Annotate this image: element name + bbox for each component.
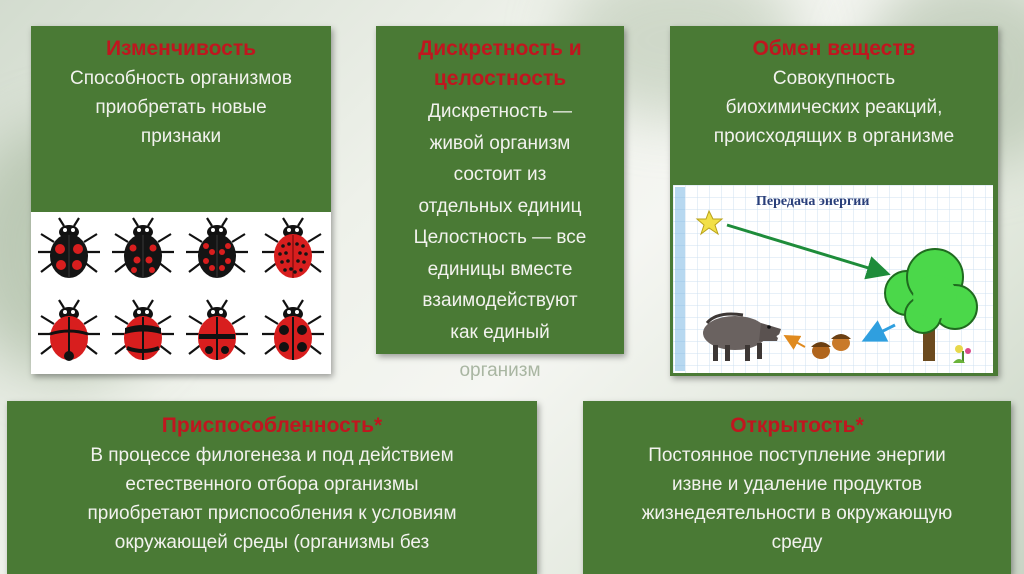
- metabolism-title: Обмен веществ: [752, 37, 916, 60]
- discreteness-text-line: Целостность — все: [413, 227, 587, 248]
- openness-text-line: среду: [771, 532, 823, 553]
- adaptation-title: Приспособленность*: [161, 414, 383, 437]
- ladybug-icon: [38, 300, 100, 361]
- variability-text-line: приобретать новые: [95, 97, 267, 118]
- openness-text-line: Постоянное поступление энергии: [648, 445, 946, 466]
- discreteness-title-line: Дискретность и: [418, 37, 582, 60]
- ladybug-icon: [186, 218, 248, 278]
- ladybug-variants-image: [31, 212, 331, 374]
- metabolism-text-line: происходящих в организме: [713, 126, 955, 147]
- discreteness-text-line: живой организм: [429, 132, 571, 154]
- ladybug-icon: [186, 300, 248, 360]
- adaptation-card: [7, 401, 537, 574]
- ladybug-icon: [262, 218, 324, 278]
- discreteness-title-line: целостность: [433, 67, 567, 90]
- discreteness-text-line: взаимодействуют: [422, 290, 578, 311]
- openness-title: Открытость*: [730, 414, 864, 437]
- variability-text-line: Способность организмов: [70, 68, 292, 89]
- discreteness-text-line: состоит из: [453, 164, 547, 185]
- adaptation-text-line: окружающей среды (организмы без: [114, 532, 430, 553]
- ladybug-grid: [31, 212, 331, 374]
- openness-card: [583, 401, 1011, 574]
- diagram-label: Передача энергии: [756, 194, 870, 209]
- discreteness-text-line: Дискретность —: [428, 101, 572, 122]
- discreteness-overflow-text: организм: [459, 360, 541, 381]
- ladybug-icon: [262, 300, 324, 360]
- openness-text-line: извне и удаление продуктов: [671, 474, 923, 495]
- metabolism-card: [670, 26, 998, 376]
- adaptation-text-line: приобретают приспособления к условиям: [87, 503, 457, 524]
- discreteness-card: [376, 26, 624, 381]
- ladybug-icon: [38, 218, 100, 278]
- openness-text-line: жизнедеятельности в окружающую: [641, 503, 953, 524]
- adaptation-text-line: естественного отбора организмы: [125, 474, 419, 495]
- metabolism-text-line: Совокупность: [772, 68, 896, 89]
- adaptation-text-line: В процессе филогенеза и под действием: [90, 445, 454, 466]
- variability-title: Изменчивость: [105, 37, 257, 60]
- variability-card: [31, 26, 331, 374]
- energy-transfer-drawing: [673, 185, 993, 373]
- energy-transfer-diagram: [673, 185, 993, 373]
- ladybug-icon: [112, 218, 174, 278]
- discreteness-text-line: как единый: [450, 321, 550, 343]
- metabolism-text-line: биохимических реакций,: [725, 97, 943, 118]
- ladybug-icon: [112, 300, 174, 360]
- discreteness-text-line: отдельных единиц: [418, 195, 582, 217]
- variability-text-line: признаки: [140, 126, 222, 147]
- discreteness-text-line: единицы вместе: [427, 258, 573, 280]
